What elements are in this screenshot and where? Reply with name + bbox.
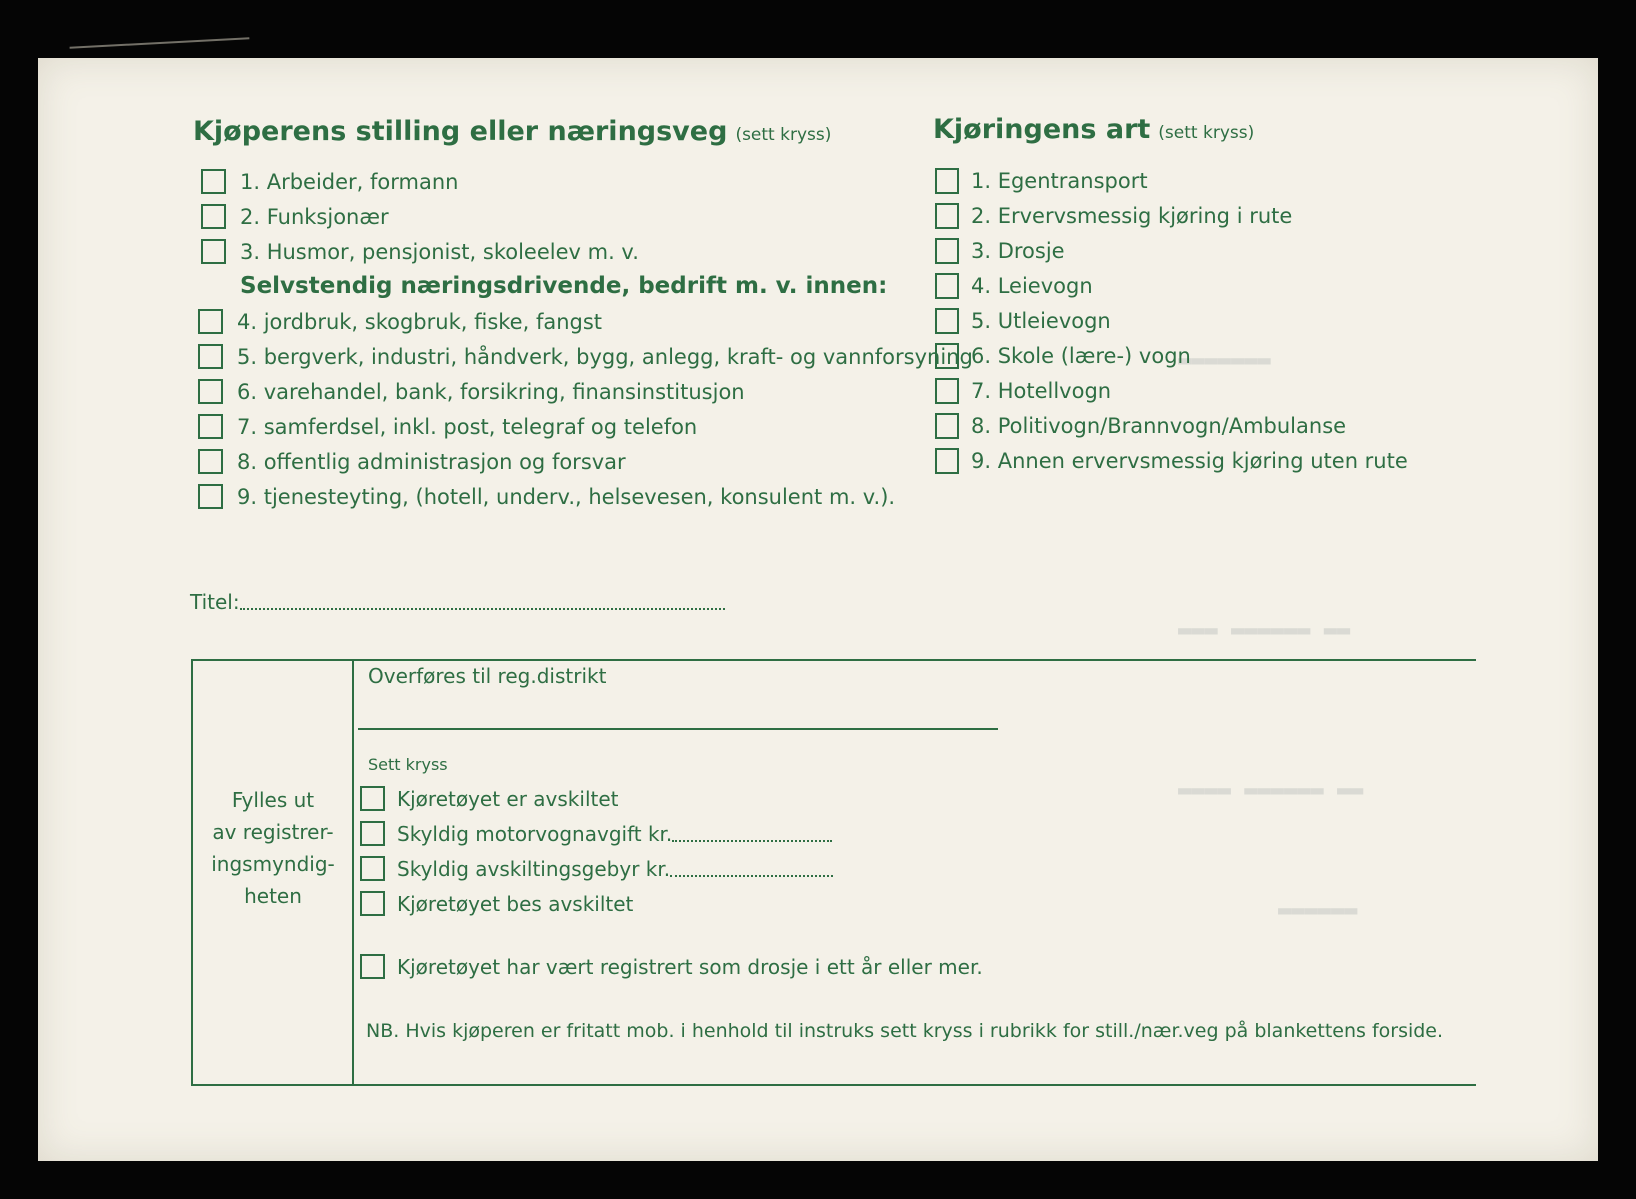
plate-fee-due-check[interactable]: [360, 856, 833, 881]
registry-box-top-border: [191, 659, 1476, 661]
driving-option-5[interactable]: [935, 308, 1111, 334]
driving-type-heading: [933, 114, 1254, 145]
option-label: 2. Funksjonær: [240, 204, 389, 229]
authority-label-line: ingsmyndig-: [211, 852, 335, 876]
buyer-occupation-title: Kjøperens stilling eller næringsveg: [193, 116, 728, 147]
checkbox[interactable]: [198, 484, 223, 509]
occupation-option-4[interactable]: [198, 309, 602, 334]
vehicle-tax-due-check[interactable]: [360, 821, 832, 846]
checkbox[interactable]: [201, 169, 226, 194]
option-label: 8. Politivogn/Brannvogn/Ambulanse: [971, 414, 1347, 438]
option-label: Kjøretøyet bes avskiltet: [397, 891, 634, 916]
checkbox[interactable]: [360, 821, 385, 846]
driving-type-title: Kjøringens art: [933, 114, 1151, 145]
checkbox[interactable]: [935, 448, 959, 474]
registry-box-divider: [352, 659, 354, 1086]
option-label: 5. Utleievogn: [971, 309, 1111, 333]
occupation-option-1[interactable]: [201, 169, 458, 194]
driving-option-3[interactable]: [935, 238, 1065, 264]
checkbox[interactable]: [935, 168, 959, 194]
checkbox[interactable]: [198, 309, 223, 334]
checkbox[interactable]: [935, 203, 959, 229]
registry-box-bottom-border: [191, 1084, 1476, 1086]
checkbox[interactable]: [360, 954, 385, 979]
checkbox[interactable]: [360, 786, 385, 811]
option-label: 9. tjenesteyting, (hotell, underv., helsevesen, konsulent m. v.).: [237, 484, 896, 509]
occupation-option-6[interactable]: [198, 379, 745, 404]
option-label: 1. Egentransport: [971, 169, 1148, 193]
driving-option-6[interactable]: [935, 343, 1191, 369]
option-label: Skyldig avskiltingsgebyr kr.: [397, 856, 671, 881]
occupation-option-3[interactable]: [201, 239, 639, 264]
option-label: 4. Leievogn: [971, 274, 1093, 298]
checkbox[interactable]: [935, 308, 959, 334]
form-sheet: ▬▬▬▬▬▬▬ ▬▬▬ ▬▬▬▬▬▬ ▬▬ ▬▬▬▬ ▬▬▬▬▬▬ ▬▬ ▬▬▬▬▬▬ Kjøperens stilling eller næringsveg (sett kryss) 1. Arbeider, formann 2. Funksjonær 3. Husmor, pensjonist, skoleelev m. v. Selvstendig næringsdrivende, bedrift m. v. innen: 4. jordbruk, skogbruk, fiske, fangst 5. bergverk, industri, håndverk, bygg, anlegg, kraft- og vannforsyning 6. varehandel, bank, forsikring, finansinstitusjon 7. samferdsel, inkl. post, telegraf og telefon 8. offentlig administrasjon og forsvar 9. tjenesteyting, (hotell, underv., helsevesen, konsulent m. v.). Titel: Kjøringens art (sett kryss) 1. Egentransport 2. Ervervsmessig kjøring i rute 3. Drosje 4. Leievogn 5. Utleievogn 6. Skole (lære-) vogn 7. Hotellvogn 8. Politivogn/Brannvogn/Ambulanse 9. Annen ervervsmessig kjøring uten rute Fylles ut av registrer- ingsmyndig- heten Overføres til reg.distrikt Sett kryss Kjøretøyet er avskiltet Skyldig motorvognavgift kr. Skyldig avskiltingsgebyr kr. Kjøretøyet bes avskiltet Kjøretøyet har vært registrert som drosje i ett år eller mer. NB. Hvis kjøperen er fritatt mob. i henhold til instruks sett kryss i rubrikk for still./nær.veg på blankettens forside.: [38, 58, 1598, 1161]
request-deregister-check[interactable]: [360, 891, 633, 916]
authority-label-line: Fylles ut: [231, 788, 315, 812]
occupation-option-2[interactable]: [201, 204, 389, 229]
amount-dotted-line[interactable]: [672, 826, 832, 842]
checkbox[interactable]: [198, 414, 223, 439]
driving-option-4[interactable]: [935, 273, 1093, 299]
driving-option-9[interactable]: [935, 448, 1408, 474]
checkbox[interactable]: [198, 379, 223, 404]
checkbox[interactable]: [935, 238, 959, 264]
check-hint: Sett kryss: [368, 755, 448, 774]
checkbox[interactable]: [360, 856, 385, 881]
authority-label-line: av registrer-: [212, 820, 334, 844]
checkbox[interactable]: [935, 273, 959, 299]
checkbox[interactable]: [198, 449, 223, 474]
occupation-option-9[interactable]: [198, 484, 895, 509]
title-dotted-line[interactable]: [240, 594, 725, 610]
option-label: 3. Husmor, pensjonist, skoleelev m. v.: [240, 239, 639, 264]
driving-option-2[interactable]: [935, 203, 1292, 229]
transfer-district-input-line[interactable]: [358, 728, 998, 730]
deregistered-check[interactable]: [360, 786, 619, 811]
checkbox[interactable]: [360, 891, 385, 916]
option-label: 7. Hotellvogn: [971, 379, 1112, 403]
occupation-option-7[interactable]: [198, 414, 697, 439]
authority-label-line: heten: [244, 884, 302, 908]
buyer-occupation-heading: [193, 116, 831, 147]
registry-box-left-border: [191, 659, 193, 1086]
checkbox[interactable]: [198, 344, 223, 369]
option-label: Skyldig motorvognavgift kr.: [397, 821, 673, 846]
title-label: Titel:: [190, 590, 240, 614]
title-field[interactable]: [190, 590, 725, 614]
amount-dotted-line[interactable]: [670, 861, 833, 877]
transfer-district-label: Overføres til reg.distrikt: [368, 664, 607, 688]
exemption-note: NB. Hvis kjøperen er fritatt mob. i henhold til instruks sett kryss i rubrikk for still./nær.veg på blankettens forside.: [366, 1020, 1444, 1042]
option-label: 6. varehandel, bank, forsikring, finansinstitusjon: [237, 379, 745, 404]
checkbox[interactable]: [935, 378, 959, 404]
option-label: 5. bergverk, industri, håndverk, bygg, anlegg, kraft- og vannforsyning: [237, 344, 973, 369]
option-label: 4. jordbruk, skogbruk, fiske, fangst: [237, 309, 603, 334]
driving-option-1[interactable]: [935, 168, 1148, 194]
option-label: 6. Skole (lære-) vogn: [971, 344, 1191, 368]
buyer-occupation-hint: (sett kryss): [735, 125, 832, 145]
authority-fill-label: [198, 784, 348, 912]
checkbox[interactable]: [935, 343, 959, 369]
option-label: Kjøretøyet har vært registrert som drosje i ett år eller mer.: [397, 954, 983, 979]
option-label: 1. Arbeider, formann: [240, 169, 459, 194]
option-label: Kjøretøyet er avskiltet: [397, 786, 619, 811]
occupation-option-5[interactable]: [198, 344, 973, 369]
option-label: 2. Ervervsmessig kjøring i rute: [971, 204, 1293, 228]
option-label: 9. Annen ervervsmessig kjøring uten rute: [971, 449, 1408, 473]
option-label: 7. samferdsel, inkl. post, telegraf og telefon: [237, 414, 698, 439]
driving-type-hint: (sett kryss): [1158, 123, 1255, 143]
self-employed-subheading: Selvstendig næringsdrivende, bedrift m. v. innen:: [240, 273, 888, 299]
driving-option-7[interactable]: [935, 378, 1111, 404]
occupation-option-8[interactable]: [198, 449, 626, 474]
taxi-history-check[interactable]: [360, 954, 983, 979]
option-label: 8. offentlig administrasjon og forsvar: [237, 449, 626, 474]
checkbox[interactable]: [201, 239, 226, 264]
driving-option-8[interactable]: [935, 413, 1346, 439]
checkbox[interactable]: [935, 413, 959, 439]
checkbox[interactable]: [201, 204, 226, 229]
option-label: 3. Drosje: [971, 239, 1065, 263]
